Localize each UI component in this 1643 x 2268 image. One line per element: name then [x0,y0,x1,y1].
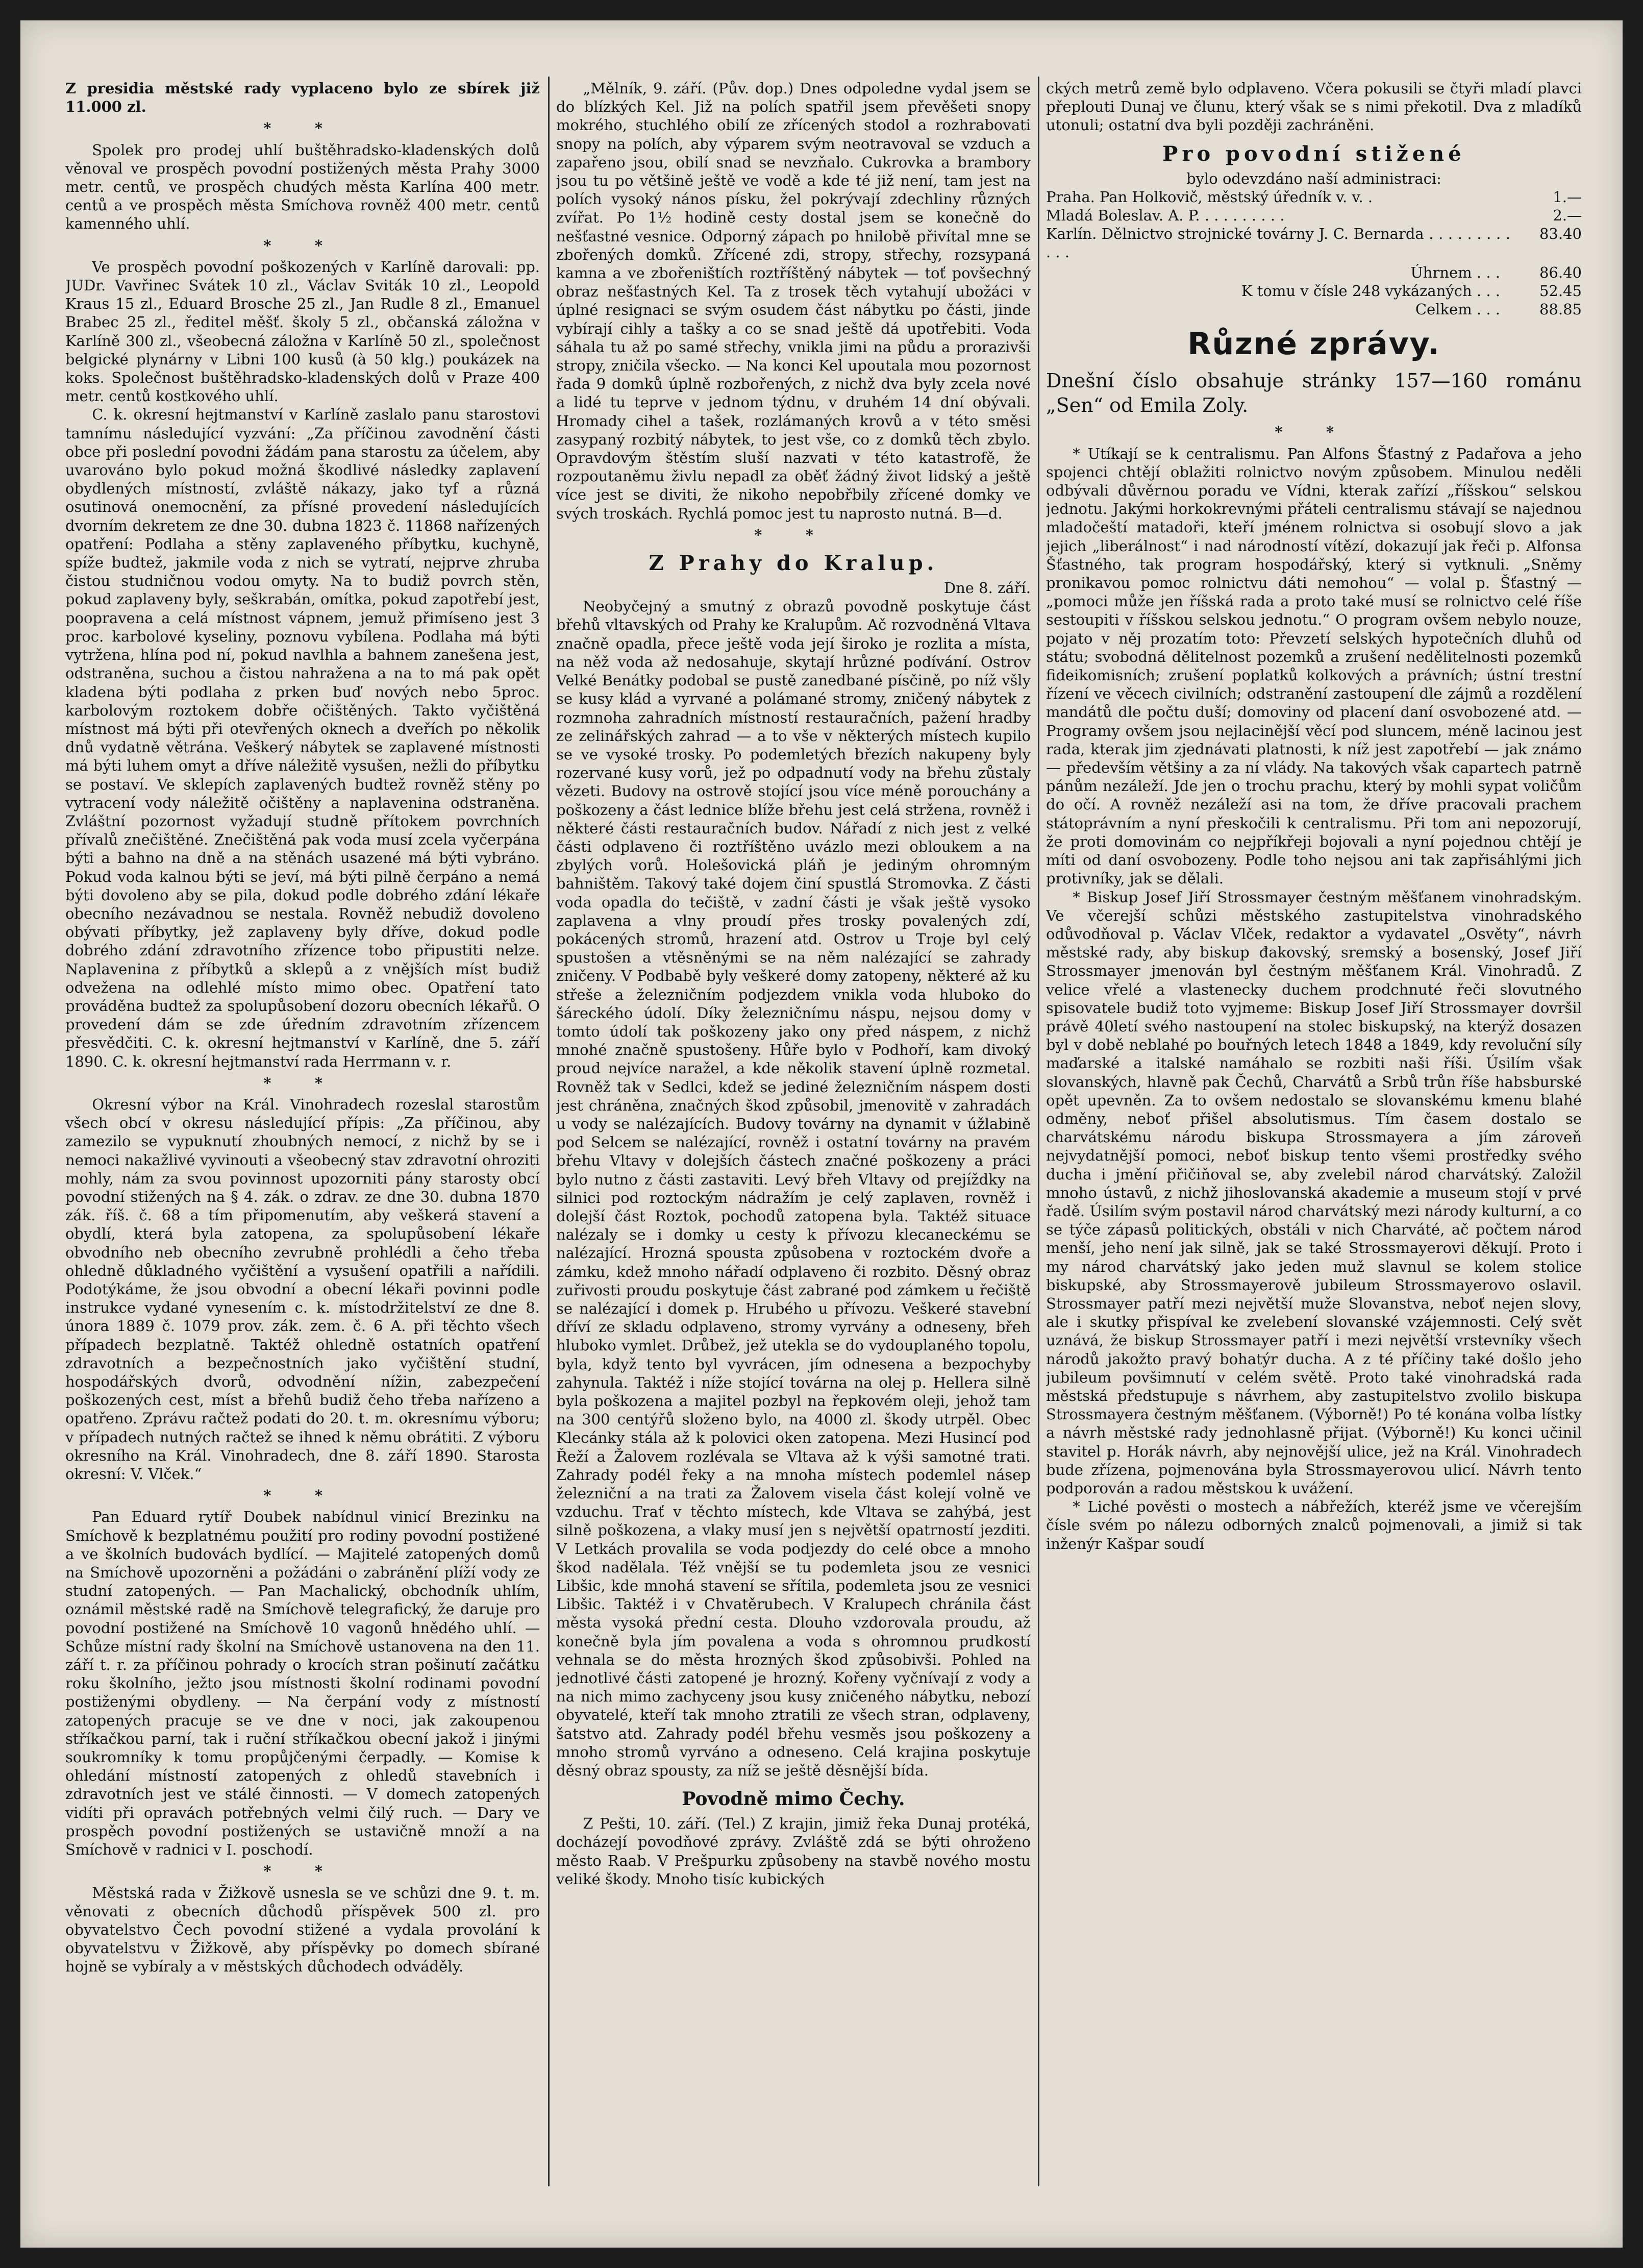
list-item: Mladá Boleslav. A. P. . . . . . . . . . 2.— [1046,206,1582,224]
article-coal-donation: Spolek pro prodej uhlí buštěhradsko-kladenských dolů věnoval ve prospěch povodní postižených města Prahy 3000 metr. centů, ve prospěch chudých města Karlína 400 metr. centů a ve prospěch města Smíchova rovněž 400 metr. centů kamenného uhlí. [65,141,540,233]
heading-flood-donations: Pro povodní stižené [1162,141,1465,166]
separator: * * [263,119,342,137]
article-karlin-donors: Ve prospěch povodní poškozených v Karlíně darovali: pp. JUDr. Vavřinec Svátek 10 zl., Václav Sviták 10 zl., Leopold Kraus 15 zl., Eduard Brosche 25 zl., Jan Rudle 8 zl., Emanuel Brabec 25 zl., ředitel měšť. školy 5 zl., občanská záložna v Karlíně 300 zl., všeobecná záložna v Karlíně 50 zl., společnost belgické plynárny v Libni 100 kusů (à 50 klg.) poukázek na koks. Společnost buštěhradsko-kladenských dolů v Praze 400 metr. centů kostkového uhlí. [65,258,540,405]
article-melnik: „Mělník, 9. září. (Pův. dop.) Dnes odpoledne vydal jsem se do blízkých Kel. Již na polích spatřil jsem převěšeti snopy mokrého, stuchlého obilí ze zřícených stodol a rozhrabovati snopy na polích, aby výparem svým neotravoval se vzduch a zapařeno jsou, obilí snad se nevzňalo. Cukrovka a brambory jsou tu po většině ještě ve vodě a kde té již není, tam jest na polích vysoký nános písku, žel pokrývají zdechliny různých zvířat. Po 1½ hodině cesty dostal jsem se konečně do nešťastné vesnice. Odporný zápach po hnilobě přivítal mne se zbořených domků. Zřícené zdi, stropy, střechy, rozsypaná kamna a ve zbořeništích roztříštěný nábytek — toť povšechný obraz nešťastných Kel. Ta z trosek těch vytahují ubožáci v úplné resignaci se svým osudem část nábytku po části, jinde vybírají cihly a tašky a co se snad ještě dá upotřebiti. Voda sáhala tu až po samé střechy, vnikla jimi na půdu a prorazivši stropy, zničila všecko. — Na konci Kel upoutala mou pozornost řada 9 domků úplně rozbořených, z nichž dva byly zcela nové a lidé tu teprve v jednom týdnu, v druhém 14 dní obývali. Hromady cihel a tašek, rozlámaných krovů a v této směsi zasypaný rozbitý nábytek, to jest vše, co z domků těch zbylo. Opravdovým štěstím sluší nazvati v této katastrofě, že rozpoutaněmu živlu nepadl za oběť žádný život lidský a ještě více jest se diviti, že nikoho nepobřbily zřícené domky ve svých troskách. Rychlá pomoc jest tu naprosto nutná. B—d. [556,80,1031,522]
newspaper-page [20,20,1623,2248]
donations-totals [1046,263,1582,319]
column-rule [548,77,550,2186]
article-hejtmanstvi: C. k. okresní hejtmanství v Karlíně zaslalo panu starostovi tamnímu následující vyzvání: „Za příčinou zavodnění části obce při poslední povodni žádám pana starostu za účelem, aby uvarováno bylo pokud možná škodlivé následky zaplavení obydlených místností, zvláště nákazy, jako tyf a různá osutinová onemocnění, za přísné provedení následujících dvorním dekretem ze dne 30. dubna 1823 č. 11868 nařízených opatření: Podlaha a stěny zaplaveného příbytku, kuchyně, spíže budtež, jakmile voda z nich se vytratí, nejprve zhruba čistou studničnou vodou omyty. Na to budiž povrch stěn, pokud zaplaveny byly, seškrabán, omítka, pokud zapotřebí jest, poopravena a celá místnost vápnem, jemuž přimíseno jest 3 proc. karbolové kyseliny, poznovu vybílena. Podlaha má býti vytržena, hlína pod ní, pokud navlhla a bahnem zanešena jest, odstraněna, suchou a čistou nahražena a na to má pak opět kladena býti podlaha z prken buď nových nebo 5proc. karbolovým roztokem dobře očištěných. Takto vyčištěná místnost má býti při otevřených oknech a dveřích po několik dnů vydatně větrána. Veškerý nábytek se zaplavené místnosti má býti luhem omyt a dříve náležitě vysušen, nežli do příbytku se postaví. Ve sklepích zaplavených budtež rovněž stěny po vytracení vody náležitě očištěny a naplavenina odstraněna. Zvláštní pozornost vyžadují studně přítokem povrchních přívalů znečištěné. Znečištěná pak voda musí zcela vyčerpána býti a bahno na dně a na stěnách usazené má býti vybráno. Pokud voda kalnou býti se jeví, má býti pilně čerpáno a nemá býti dovoleno aby se pila, dokud podle dobrého zdání lékaře obecního nezávadnou se nestala. Rovněž nebudiž dovoleno obývati příbytky, jež zaplaveny byly dříve, dokud podle dobrého zdání zdravotního zřízence tobo připustiti nelze. Naplavenina z příbytků a sklepů a z vnějších míst budiž odvežena na odlehlé místo mimo obec. Opatření tato prováděna budtež za spolupůsobení dozoru obecních lékařů. O provedení dám se zde úředním zdravotním zřízencem přesvědčiti. C. k. okresní hejtmanství v Karlíně, dne 5. září 1890. C. k. okresní hejtmanství rada Herrmann v. r. [65,406,540,1070]
total-row: K tomu v čísle 248 vykázaných . . . 52.45 [1241,282,1582,300]
column-rule [1038,77,1039,2186]
total-row: Úhrnem . . . 86.40 [1410,263,1582,281]
article-presidium: Z presidia městské rady vyplaceno bylo ze sbírek již 11.000 zl. [65,80,540,116]
column-2 [556,79,1031,2166]
article-zizkov: Městská rada v Žižkově usnesla se ve schůzi dne 9. t. m. věnovati z obecních důchodů příspěvek 500 zl. pro obyvatelstvo Čech povodní stižené a vydala provolání k obyvatelstvu v Žižkově, aby příspěvky po domech sbírané hojně se vybíraly a v městských důchodech odváděly. [65,1884,540,1976]
donations-subtitle: bylo odevzdáno naší administraci: [1186,169,1441,187]
serial-notice: Dnešní číslo obsahuje stránky 157—160 románu „Sen“ od Emila Zoly. [1046,369,1582,417]
column-1 [65,79,540,2166]
separator: * * [754,526,833,544]
separator: * * [1275,423,1353,441]
article-strossmayer: * Biskup Josef Jiří Strossmayer čestným měšťanem vinohradským. Ve včerejší schůzi městského zastupitelstva vinohradského odůvodňoval p. Václav Vlček, redaktor a vydavatel „Osvěty“, návrh městské rady, aby biskup đakovský, sremský a bosenský, Josef Jiří Strossmayer jmenován byl čestným měšťanem Král. Vinohradů. Z velice vřelé a vlastenecky duchem prodchnuté řeči slovutného spisovatele budiž toto vyjmeme: Biskup Josef Jiří Strossmayer dovršil právě 40letí svého nastoupení na stolec biskupský, na kterýž dosazen byl v době neblahé po bouřných letech 1848 a 1849, kdy revoluční síly maďarské a italské namáhalo se rozbiti naši říši. Úsilím však slovanských, hlavně pak Čechů, Charvátů a Srbů trůn říše habsburské opět upevněn. Za to ovšem nedostalo se slovanskému kmenu blahé odměny, neboť přišel absolutismus. Tím časem dostalo se charvátskému národu biskupa Strossmayera a jím zároveň nejvydatnější pomoci, neboť biskup tento všemi prostředky svého ducha i jmění přičiňoval se, aby zvelebil národ charvátský. Založil mnoho ústavů, z nichž jihoslovanská akademie a museum stojí v prvé řadě. Úsilím svým postavil národ charvátský mezi národy kulturní, a co se týče zápasů politických, obstáli v nich Charváté, ač počtem národ menší, jeho není jak silně, jak se také Strossmayerovi děkují. Proto i my národ charvátský jako jeden muž slavnul se kolem stolice biskupské, aby Strossmayerově jubileum Strossmayerovo oslavil. Strossmayer patří mezi největší muže Slovanstva, neboť nejen slovy, ale i skutky přispíval ke zvelebení slovanské vzájemnosti. Celý svět uznává, že biskup Strossmayer patří i mezi největší vrstevníky všech národů jakožto pravý bohatýr ducha. A z té příčiny také došlo jeho jubileum povšimnutí v celém světě. Proto také vinohradská rada městská předstupuje s návrhem, aby zastupitelstvo zvolilo biskupa Strossmayera čestným měšťanem. (Výborně!) Po té konána volba lístky a návrh městské rady jednohlasně přijat. (Výborně!) Ku konci učinil stavitel p. Horák návrh, aby nejnovější ulice, jež na Král. Vinohradech bude zřízena, pojmenována byla Strossmayerovou ulicí. Návrh tento podporován a radou městskou k uvážení. [1046,888,1582,1497]
article-smichov: Pan Eduard rytíř Doubek nabídnul vinicí Brezinku na Smíchově k bezplatnému použití pro rodiny povodní postižené a ve školních budovách bydlící. — Majitelé zatopených domů na Smíchově upozorněni a požádáni o zabránění plíží vody ze studní zatopených. — Pan Machalický, obchodník uhlím, oznámil městské radě na Smíchově telegrafický, že daruje pro povodní postižené na Smíchově 10 vagonů hnědého uhlí. — Schůze místní rady školní na Smíchově ustanovena na den 11. září t. r. za příčinou pohrady o krocích stran pošinutí začátku roku školního, ježto jsou místnosti školní rodinami povodní postiženými obydleny. — Na čerpání vody z místností zatopených pracuje se ve dne v noci, jak zakoupenou stříkačkou parní, tak i ruční stříkačkou obecní jakož i jinými soukromníky k tomu propůjčenými čerpadly. — Komise k ohledání místností zatopených z ohledů stavebních i zdravotních jest ve stálé činnosti. — V domech zatopených vidíti při opravách potřebných velmi čilý ruch. — Dary ve prospěch povodní postižených se ustavičně množí a na Smíchově v radnici v I. poschodí. [65,1508,540,1859]
heading-prague-kralupy: Z Prahy do Kralup. [649,551,938,576]
article-prague-kralupy: Neobyčejný a smutný z obrazů povodně poskytuje část břehů vltavských od Prahy ke Kralupům. Ač rozvodněná Vltava značně opadla, přece ještě voda její široko je rozlita a místa, na něž voda až nedosahuje, skytají hrůzné podívání. Ostrov Velké Benátky podobal se pustě zanedbané písčině, po níž všly se kusy klád a vyrvané a polámané stromy, zničený nábytek z rozmnoha zahradních místností restauračních, pažení hradby ze zelinářských zahrad — a to vše v některých místech kupilo se ve vysoké trosky. Po podemletých březích nakupeny byly rozervané kusy vorů, jež po odpadnutí vody na břehu zůstaly vězeti. Budovy na ostrově stojící jsou více méně porouchány a poškozeny a část lednice blíže břehu jest celá stržena, rovněž i některé části restauračních budov. Nářadí z nich jest z velké části odplaveno či roztříštěno uvázlo mezi obloukem a na zbylých vorů. Holešovická pláň je jediným ohromným bahništěm. Takový také dojem činí spustlá Stromovka. Z části voda opadla do tečiště, v zadní části je však ještě vysoko zaplavena a vlny proudí přes trosky povalených zdí, pokácených stromů, hrazení atd. Ostrov u Troje byl celý spustošen a vtěsněnými se na něm nalézající se zahrady zničeny. V Podbabě byly veškeré domy zatopeny, některé až ku střeše a železničním podjezdem vnikla voda hluboko do šáreckého údolí. Díky železničnímu náspu, nejsou domy v tomto údolí tak poškozeny jako ony před náspem, z nichž mnohé značně spustošeny. Hůře bylo v Podhoří, kam divoký proud nejvíce naražel, a kde několik stavení úplně rozmetal. Rovněž tak v Sedlci, kdež se jediné železničním náspem dosti jest chráněna, značných škod způsobil, jmenovitě v zahradách u vody se nalézajících. Budovy továrny na dynamit v úžlabině pod Selcem se nalézající, rovněž i ostatní továrny na pravém břehu Vltavy v dolejších částech značné poškozeny a práci bylo nutno z části zastaviti. Levý břeh Vltavy od prejíždky na silnici pod roztockým nádražím je celý zaplaven, rovněž i dolejší část Roztok, pochodů zatopena byla. Taktéž situace nalézaly se i domky u cesty k přívozu klecaneckému se nalézající. Hrozná spousta způsobena v roztockém dvoře a zámku, kdež mnoho nářadí odplaveno či rozbito. Děsný obraz zuřivosti proudu poskytuje část zabrané pod zámkem u řečiště se nalézající i domek p. Hrubého u přívozu. Veškeré stavební dříví ze skladu odplaveno, stromy vyrvány a odneseny, břeh hluboko vymlet. Drůbež, jež utekla se do vydouplaného topolu, byla, když tento byl vyvrácen, jím odnesena a bezpochyby zahynula. Taktéž i níže stojící továrna na olej p. Hellera silně byla poškozena a majitel pozbyl na řepkovém oleji, jehož tam na 300 centýřů složeno bylo, na 4000 zl. škody utrpěl. Obec Klecánky stála až k polovici oken zatopena. Mezi Husincí pod Řeží a Žalovem rozlévala se Vltava až k výši samotné trati. Zahrady podél řeky a na mnoha místech podemlel násep železniční a na trati za Žalovem visela část kolejí volně ve vzduchu. Trať v těchto místech, kde Vltava se zahýbá, jest silně poškozena, a vlaky musí jen s největší opatrností jezditi. V Letkách provalila se voda podjezdy do celé obce a mnoho škod nadělala. Též vnější se tu podemleta jsou ze vesnici Libšic, kde mnohá stavení se sřítila, podemleta jsou ze vesnici Libšic. Taktéž i v Chvatěrubech. V Kralupech chránila část města vysoká přední cesta. Dlouho vzdorovala proudu, až konečně byla jím povalena a voda s ohromnou prudkostí vehnala se do města hrozných škod způsobivši. Pohled na jednotlivé části zatopené je hrozný. Kořeny vyčnívají z vody a na nich mimo zachyceny jsou kusy zničeného nábytku, nebozí obyvatelé, kteří tak mnoho ztratili ze všech stran, odplaveny, šatstvo atd. Zahrady podél břehu vesměs jsou poškozeny a mnoho stromů vyrváno a odneseno. Celá krajina poskytuje děsný obraz spousty, za níž se ještě děsnější bída. [556,598,1031,1780]
dateline: Dne 8. září. [943,579,1031,597]
column-3 [1046,79,1582,2166]
separator: * * [263,236,342,254]
donations-table [1046,188,1582,261]
list-item: Praha. Pan Holkovič, městský úředník v. v. . 1.— [1046,188,1582,206]
heading-floods-abroad: Povodně mimo Čechy. [682,1788,905,1810]
total-row: Celkem . . . 88.85 [1415,301,1582,318]
heading-misc-news: Různé zprávy. [1187,326,1440,362]
separator: * * [263,1862,342,1880]
article-danube-cont: ckých metrů země bylo odplaveno. Včera pokusili se čtyři mladí plavci přeplouti Dunaj ve člunu, který však se s nimi překotil. Dva z mladíků utonuli; ostatní dva byli později zachráněni. [1046,80,1582,134]
article-pest: Z Pešti, 10. září. (Tel.) Z krajin, jimiž řeka Dunaj protéká, docházejí povodňové zprávy. Zvláště zdá se býti ohroženo město Raab. V Prešpurku způsobeny na stavbě nového mostu veliké škody. Mnoho tisíc kubických [556,1815,1031,1888]
article-okresni-vybor: Okresní výbor na Král. Vinohradech rozeslal starostům všech obcí v okresu následující přípis: „Za příčinou, aby zamezilo se vypuknutí zhoubných nemocí, z nichž by se i nemoci nakažlivé vyvinouti a všeobecný stav zdravotní ohroziti mohly, nám za svou povinnost upozorniti pány starosty obcí povodní stižených na § 4. zák. o zdrav. ze dne 30. dubna 1870 zák. říš. č. 68 a tím připomenutím, aby veškerá stavení a obydlí, která byla zatopena, za spolupůsobení lékaře obvodního neb obecního zevrubně prohlédli a čeho třeba ohledně důkladného vyčištění a vysušení opatřili a nařídili. Podotýkáme, že jsou obvodní a obecní lékaři povinni podle instrukce vydané vynesením c. k. místodržitelství ze dne 8. února 1889 č. 1079 prov. zák. zem. č. 6 A. při těchto všech případech bezplatně. Taktéž ohledně ostatních opatření zdravotních a bezpečnostních jako vyčištění studní, hospodářských dvorů, odvodnění nížin, zabezpečení poškozených cest, míst a břehů budiž čeho třeba nařízeno a opatřeno. Zprávu račtež podati do 20. t. m. okresnímu výboru; v případech nutných račtež se ihned k němu obrátiti. Z výboru okresního na Král. Vinohradech, dne 8. září 1890. Starosta okresní: V. Vlček.“ [65,1095,540,1483]
list-item: Karlín. Dělnictvo strojnické továrny J. C. Bernarda . . . . . . . . . . . . 83.40 [1046,225,1582,261]
separator: * * [263,1074,342,1092]
separator: * * [263,1487,342,1505]
article-bridges: * Liché pověsti o mostech a nábřežích, kteréž jsme ve včerejším čísle svém po nálezu odborných znalců pojmenovali, a jimiž si tak inženýr Kašpar soudí [1046,1498,1582,1552]
article-centralism: * Utíkají se k centralismu. Pan Alfons Šťastný z Padařova a jeho spojenci chtějí oblažiti rolnictvo novým způsobem. Minulou neděli odbývali důvěrnou poradu ve Vídni, kterak zařízí „říšskou“ selskou jednotu. Jakými horkokrevnými přáteli centralismu stávají se najednou mladočeští matadoři, kteří jménem rolnictva si osobují slovo a jak jejich „liberálnost“ i nad národností vítězí, dokazují jak řeči p. Alfonsa Šťastného, tak program hospodářský, který si vytknuli. „Sněmy pronikavou pomoc rolnictvu dáti nemohou“ — volal p. Šťastný — „pomoci může jen říšská rada a proto také musí se rolnictvo celé říše sestoupiti v říšskou selskou jednotu.“ O program ovšem nebylo nouze, pojato v něj prozatím toto: Převzetí selských hypotečních dluhů od státu; svobodná dělitelnost pozemků a zrušení nedělitelnosti pozemků fideikomisních; zrušení poplatků kolkových a právních; ústní trestní řízení ve věcech civilních; odstranění zastoupení dle zájmů a rozdělení mandátů dle počtu duší; domoviny od placení daní osvobozené atd. — Programy ovšem jsou nejlacinější věcí pod sluncem, méně lacinou jest rada, kterak jim zjednávati platnosti, k níž jest zapotřebí — jak známo — především většiny a za ní vlády. Na takových však capartech patrně pánům nezáleží. Jde jen o trochu prachu, který by mohli sypat voličům do očí. A rovněž nezáleží asi na tom, že dříve pracovali prachem státoprávním a nyní přeskočili k centralismu. Při tom ani nepozorují, že proti domovinám co nejpříkřeji bojovali a nyní pojednou chtějí je míti od daní osvobozeny. Podle toho nejsou ani tak zapřisáhlými jich protivníky, jak se dělali. [1046,445,1582,888]
